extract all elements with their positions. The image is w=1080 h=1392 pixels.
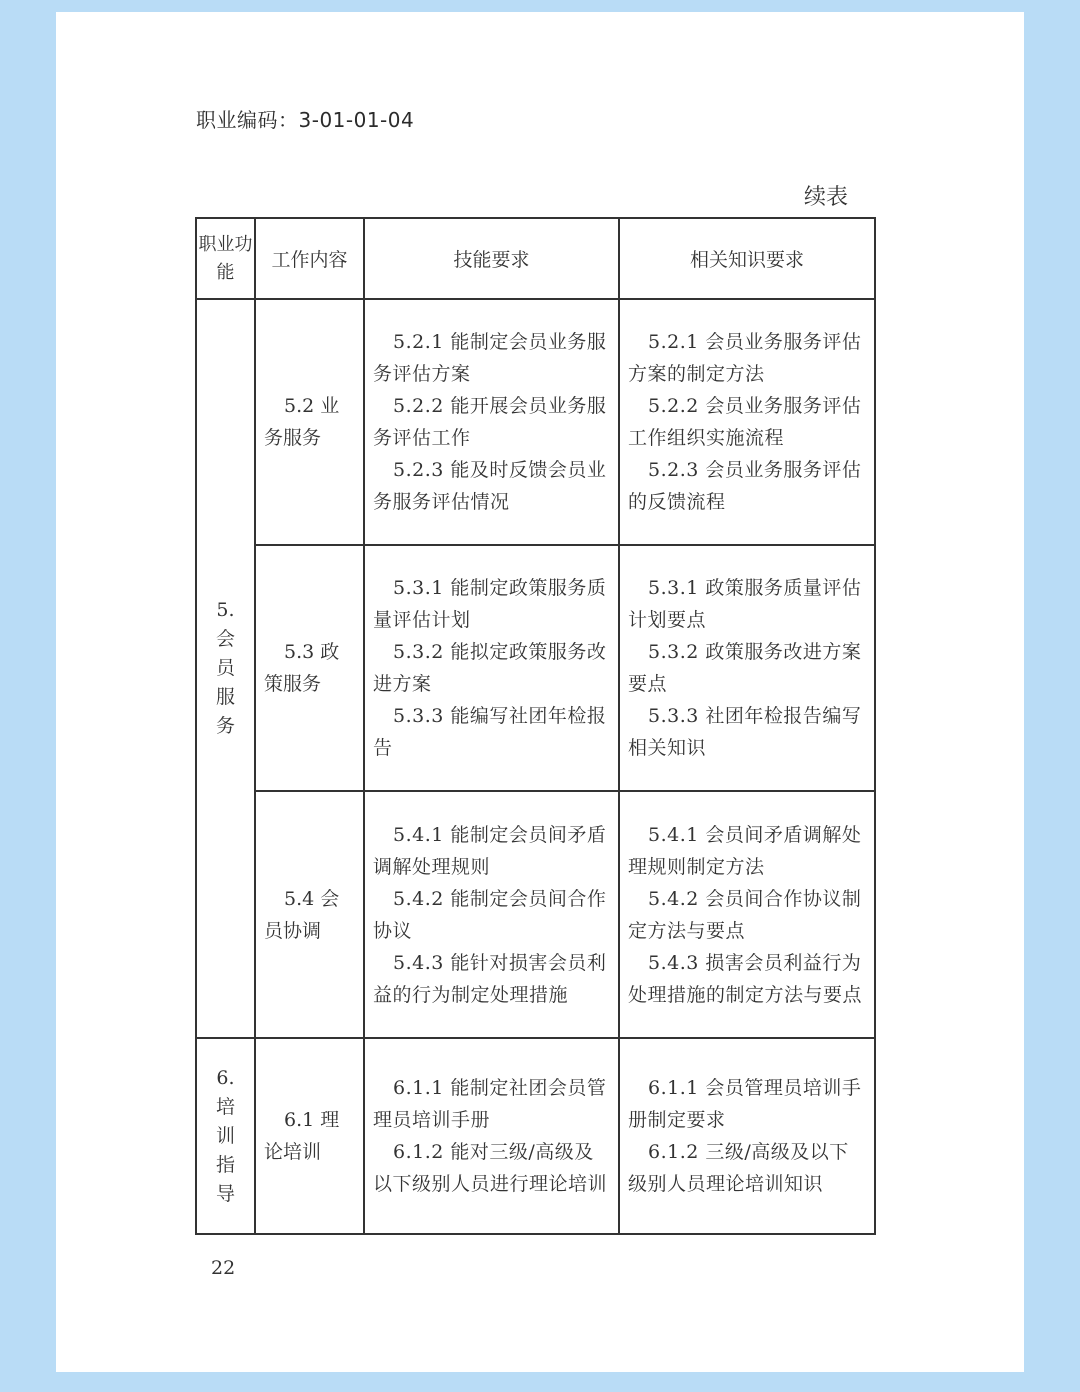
header-knowledge: 相关知识要求 xyxy=(619,218,875,299)
table-row xyxy=(196,299,875,545)
table-row xyxy=(196,791,875,1038)
continued-label: 续表 xyxy=(804,185,849,210)
skills-cell xyxy=(364,1038,619,1234)
skill-item: 5.4.2 能制定会员间合作协议 xyxy=(373,887,607,942)
knowledge-item: 6.1.1 会员管理员培训手册制定要求 xyxy=(628,1077,862,1131)
skill-item: 5.4.1 能制定会员间矛盾调解处理规则 xyxy=(373,823,607,878)
knowledge-item: 5.3.3 社团年检报告编写相关知识 xyxy=(628,705,862,759)
skills-cell xyxy=(364,299,619,545)
knowledge-item: 5.4.2 会员间合作协议制定方法与要点 xyxy=(628,887,862,942)
knowledge-cell xyxy=(619,791,875,1038)
table-row xyxy=(196,545,875,791)
content-cell xyxy=(255,545,364,791)
table-row xyxy=(196,1038,875,1234)
skill-item: 5.3.2 能拟定政策服务改进方案 xyxy=(373,641,607,695)
knowledge-cell xyxy=(619,545,875,791)
content-cell xyxy=(255,299,364,545)
skills-table xyxy=(195,217,876,1235)
skill-item: 5.2.1 能制定会员业务服务评估方案 xyxy=(373,331,607,385)
knowledge-item: 5.2.1 会员业务服务评估方案的制定方法 xyxy=(628,331,862,385)
content-label: 5.4 会员协调 xyxy=(264,887,340,942)
function-cell xyxy=(196,299,255,1038)
function-cell xyxy=(196,1038,255,1234)
skill-item: 6.1.2 能对三级/高级及以下级别人员进行理论培训 xyxy=(373,1141,608,1195)
content-label: 5.2 业务服务 xyxy=(264,395,340,449)
page-number: 22 xyxy=(211,1257,236,1279)
content-cell xyxy=(255,1038,364,1234)
skills-cell xyxy=(364,545,619,791)
knowledge-item: 6.1.2 三级/高级及以下级别人员理论培训知识 xyxy=(628,1141,849,1195)
knowledge-item: 5.4.1 会员间矛盾调解处理规则制定方法 xyxy=(628,823,862,878)
skill-item: 5.4.3 能针对损害会员利益的行为制定处理措施 xyxy=(373,951,607,1006)
content-label: 5.3 政策服务 xyxy=(264,641,340,695)
skill-item: 5.3.3 能编写社团年检报告 xyxy=(373,705,607,759)
knowledge-item: 5.3.2 政策服务改进方案要点 xyxy=(628,641,862,695)
skill-item: 5.3.1 能制定政策服务质量评估计划 xyxy=(373,577,607,631)
knowledge-cell xyxy=(619,1038,875,1234)
knowledge-item: 5.3.1 政策服务质量评估计划要点 xyxy=(628,577,862,631)
knowledge-cell xyxy=(619,299,875,545)
knowledge-item: 5.2.3 会员业务服务评估的反馈流程 xyxy=(628,459,862,513)
table-header-row xyxy=(196,218,875,299)
header-content: 工作内容 xyxy=(255,218,364,299)
knowledge-item: 5.2.2 会员业务服务评估工作组织实施流程 xyxy=(628,395,862,449)
content-label: 6.1 理论培训 xyxy=(264,1109,340,1163)
skill-item: 5.2.2 能开展会员业务服务评估工作 xyxy=(373,395,607,449)
knowledge-item: 5.4.3 损害会员利益行为处理措施的制定方法与要点 xyxy=(628,951,863,1006)
function-label: 6. 培 训 指 导 xyxy=(215,1066,235,1205)
function-label: 5. 会 员 服 务 xyxy=(215,599,235,737)
skill-item: 5.2.3 能及时反馈会员业务服务评估情况 xyxy=(373,459,607,513)
skill-item: 6.1.1 能制定社团会员管理员培训手册 xyxy=(373,1077,607,1131)
occupation-code: 职业编码：3-01-01-04 xyxy=(196,108,415,132)
content-cell xyxy=(255,791,364,1038)
skills-cell xyxy=(364,791,619,1038)
header-function: 职业功能 xyxy=(196,218,255,299)
document-page xyxy=(56,12,1024,1372)
header-skills: 技能要求 xyxy=(364,218,619,299)
